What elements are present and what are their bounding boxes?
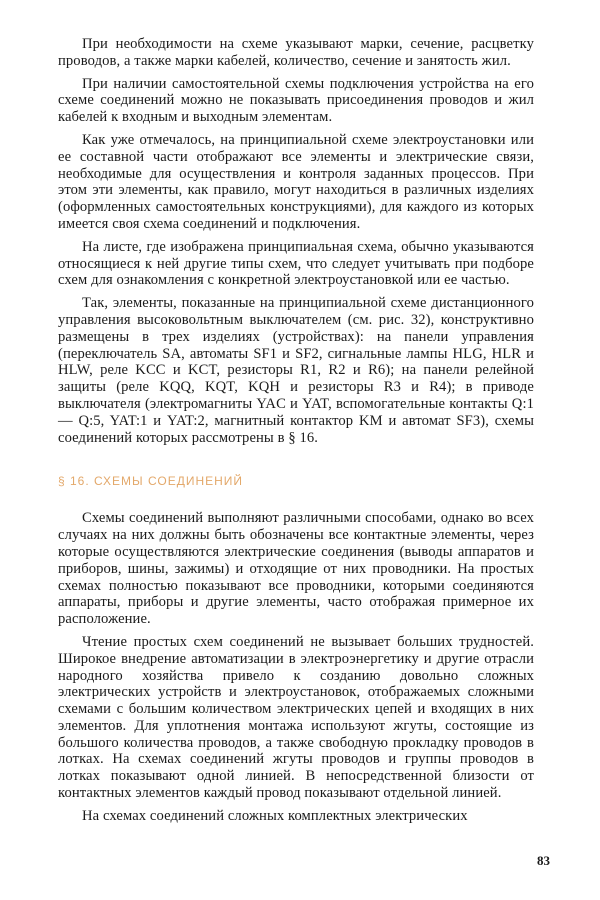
paragraph-methods: Схемы соединений выполняют различными способами, однако во всех случаях на них должны быть обозначены все контактные элементы, через которые осуществляются электрические соединения (выводы аппаратов и приборов, шины, зажимы) и отходящие от них проводники. На простых схемах полностью показывают все проводники, которыми соединяются аппараты, приборы и другие элементы, часто отображая примерное их расположение.	[58, 510, 534, 628]
section-heading: § 16. СХЕМЫ СОЕДИНЕНИЙ	[58, 474, 244, 489]
paragraph-example-elements: Так, элементы, показанные на принципиальной схеме дистанционного управления высоковольтным выключателем (см. рис. 32), конструктивно размещены в трех изделиях (устройствах): на панели управления (переключатель SA, автоматы SF1 и SF2, сигнальные лампы HLG, HLR и HLW, реле KCC и KCT, резисторы R1, R2 и R6); на панели релейной защиты (реле KQQ, KQT, KQH и резисторы R3 и R4); в приводе выключателя (электромагниты YAC и YAT, вспомогательные контакты Q:1 — Q:5, YAT:1 и YAT:2, магнитный контактор KM и автомат SF3), схемы соединений которых рассмотрены в § 16.	[58, 295, 534, 446]
paragraph-reading: Чтение простых схем соединений не вызывает больших трудностей. Широкое внедрение автоматизации в электроэнергетику и другие отрасли народного хозяйства привело к созданию довольно сложных электрических устройств и электроустановок, отображаемых сложными схемами с большим количеством электрических цепей и входящих в них элементов. Для уплотнения монтажа используют жгуты, состоящие из большого количества проводов, а также свободную прокладку проводов в лотках. На схемах соединений жгуты проводов и группы проводов в лотках показывают одной линией. В непосредственной близости от контактных элементов каждый провод показывают отдельной линией.	[58, 633, 534, 802]
paragraph-principal-scheme: Как уже отмечалось, на принципиальной схеме электроустановки или ее составной части отображают все элементы и электрические связи, необходимые для осуществления и контроля заданных процессов. При этом эти элементы, как правило, могут находиться в различных изделиях (оформленных самостоятельных конструкциями), для каждого из которых имеется своя схема соединений и подключения.	[58, 131, 534, 232]
page-number: 83	[537, 853, 550, 868]
paragraph-marking: При необходимости на схеме указывают марки, сечение, расцветку проводов, а также марки кабелей, количество, сечение и занятость жил.	[58, 36, 534, 69]
paragraph-sheet-types: На листе, где изображена принципиальная схема, обычно указываются относящиеся к ней другие типы схем, что следует учитывать при подборе схем для ознакомления с конкретной электроустановкой или ее частью.	[58, 238, 534, 289]
paragraph-connection-scheme: При наличии самостоятельной схемы подключения устройства на его схеме соединений можно не показывать присоединения проводов и жил кабелей к входным и выходным элементам.	[58, 75, 534, 126]
paragraph-complex: На схемах соединений сложных комплектных электрических	[82, 807, 468, 824]
